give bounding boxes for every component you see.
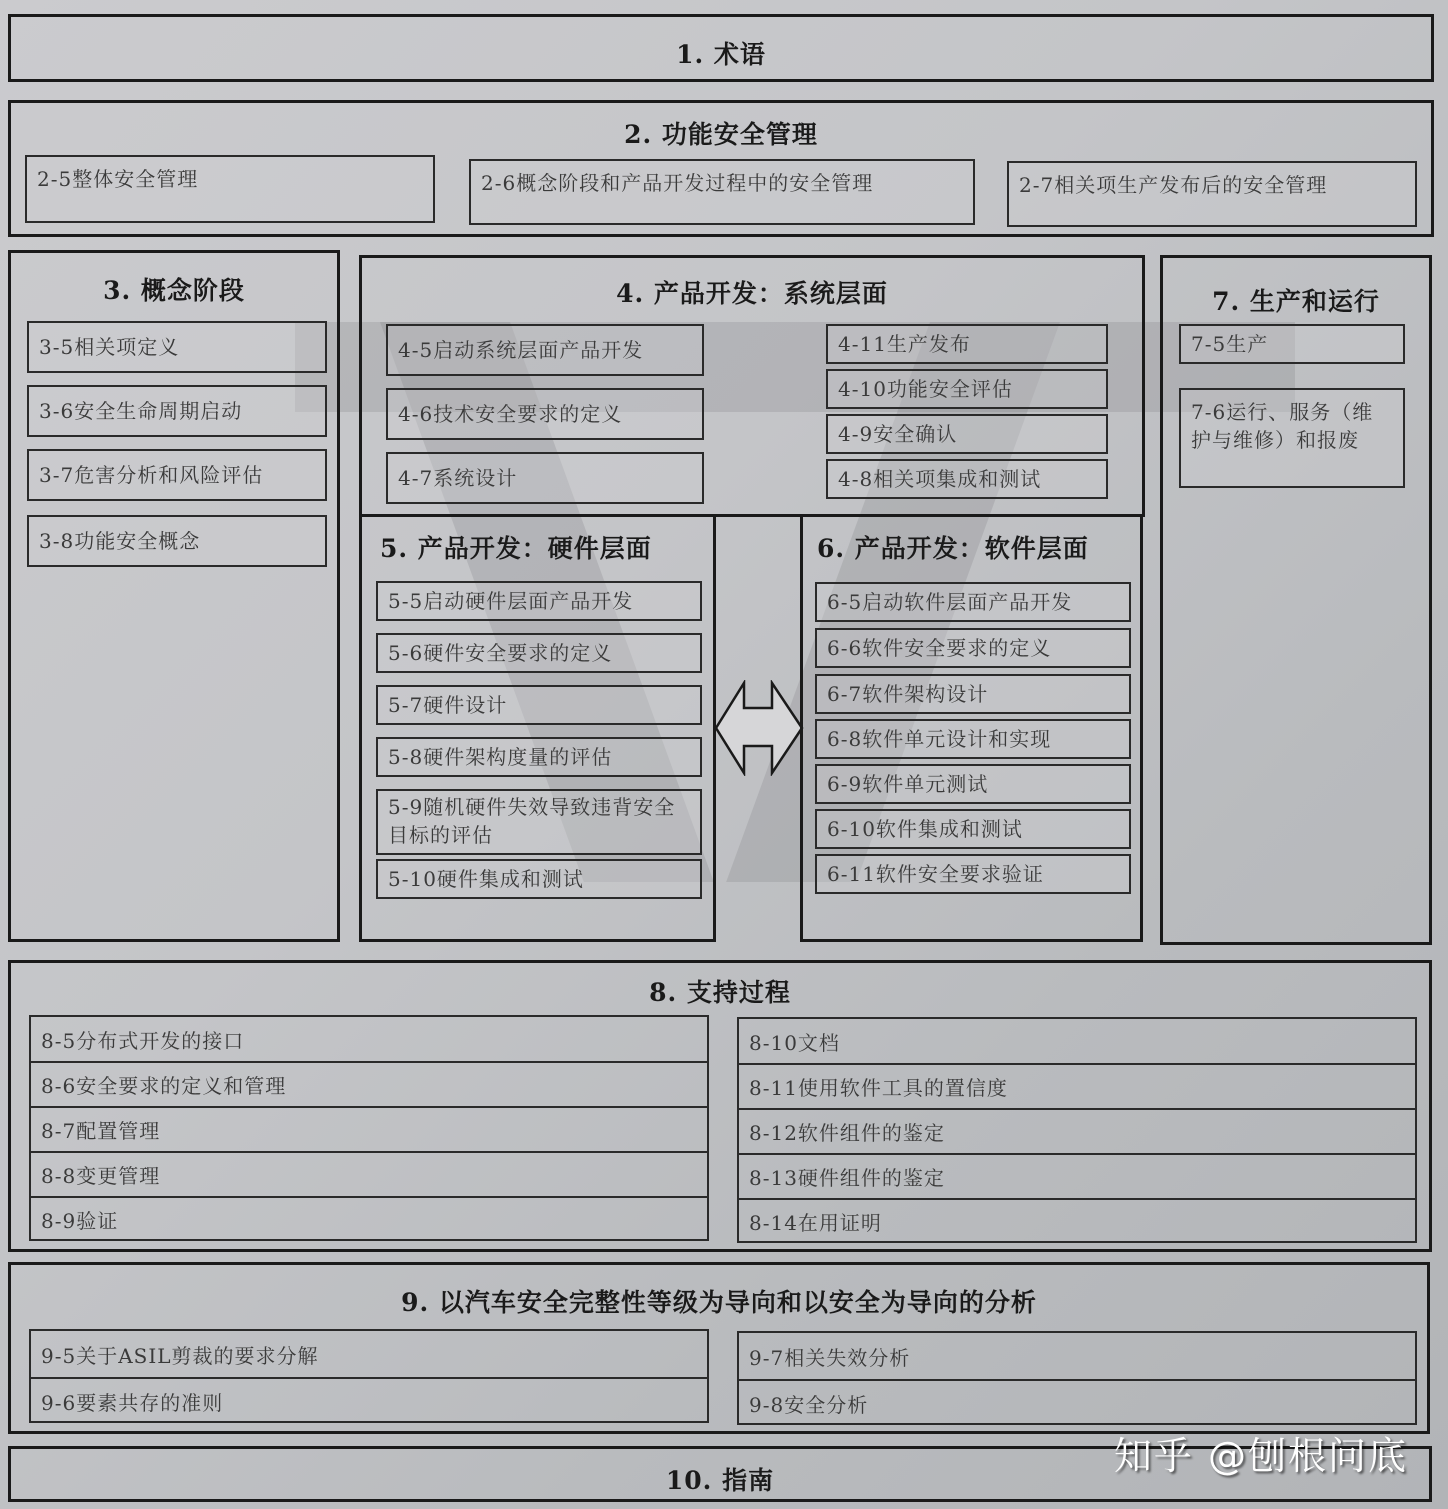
item-8-6[interactable]: 8-6安全要求的定义和管理 bbox=[31, 1061, 707, 1106]
item-2-7[interactable]: 2-7相关项生产发布后的安全管理 bbox=[1007, 161, 1417, 227]
item-8-7[interactable]: 8-7配置管理 bbox=[31, 1106, 707, 1151]
item-8-11[interactable]: 8-11使用软件工具的置信度 bbox=[739, 1063, 1415, 1108]
item-3-5[interactable]: 3-5相关项定义 bbox=[27, 321, 327, 373]
item-6-6[interactable]: 6-6软件安全要求的定义 bbox=[815, 628, 1131, 668]
item-6-7[interactable]: 6-7软件架构设计 bbox=[815, 674, 1131, 714]
section-9-right-list bbox=[737, 1331, 1417, 1425]
item-6-8[interactable]: 6-8软件单元设计和实现 bbox=[815, 719, 1131, 759]
section-4-title: 4. 产品开发：系统层面 bbox=[616, 279, 888, 308]
item-8-13[interactable]: 8-13硬件组件的鉴定 bbox=[739, 1153, 1415, 1198]
item-7-5[interactable]: 7-5生产 bbox=[1179, 324, 1405, 364]
item-9-8[interactable]: 9-8安全分析 bbox=[739, 1379, 1415, 1425]
section-2-title: 2. 功能安全管理 bbox=[624, 120, 818, 149]
item-8-8[interactable]: 8-8变更管理 bbox=[31, 1151, 707, 1196]
section-1-terms bbox=[8, 14, 1434, 82]
item-9-5[interactable]: 9-5关于ASIL剪裁的要求分解 bbox=[41, 1343, 319, 1368]
item-5-6[interactable]: 5-6硬件安全要求的定义 bbox=[376, 633, 702, 673]
item-7-6[interactable]: 7-6运行、服务（维护与维修）和报废 bbox=[1179, 388, 1405, 488]
section-10-title: 10. 指南 bbox=[665, 1466, 775, 1495]
section-9-title: 9. 以汽车安全完整性等级为导向和以安全为导向的分析 bbox=[401, 1288, 1037, 1317]
item-6-11[interactable]: 6-11软件安全要求验证 bbox=[815, 854, 1131, 894]
section-1-title: 1. 术语 bbox=[676, 40, 766, 69]
section-3-title: 3. 概念阶段 bbox=[103, 276, 245, 305]
item-2-6[interactable]: 2-6概念阶段和产品开发过程中的安全管理 bbox=[469, 159, 975, 225]
section-6-software-level bbox=[800, 514, 1143, 942]
section-9-left-list bbox=[29, 1329, 709, 1423]
section-6-title: 6. 产品开发：软件层面 bbox=[817, 534, 1089, 563]
item-4-8[interactable]: 4-8相关项集成和测试 bbox=[826, 459, 1108, 499]
item-8-10[interactable]: 8-10文档 bbox=[749, 1030, 840, 1055]
item-4-5[interactable]: 4-5启动系统层面产品开发 bbox=[386, 324, 704, 376]
section-2-safety-management bbox=[8, 100, 1434, 237]
section-8-right-list bbox=[737, 1017, 1417, 1243]
item-3-8[interactable]: 3-8功能安全概念 bbox=[27, 515, 327, 567]
section-8-title: 8. 支持过程 bbox=[649, 978, 791, 1007]
item-5-10[interactable]: 5-10硬件集成和测试 bbox=[376, 859, 702, 899]
item-8-12[interactable]: 8-12软件组件的鉴定 bbox=[739, 1108, 1415, 1153]
section-8-left-list bbox=[29, 1015, 709, 1241]
double-arrow-icon bbox=[714, 680, 804, 776]
item-8-5[interactable]: 8-5分布式开发的接口 bbox=[41, 1028, 245, 1053]
item-4-11[interactable]: 4-11生产发布 bbox=[826, 324, 1108, 364]
item-4-6[interactable]: 4-6技术安全要求的定义 bbox=[386, 388, 704, 440]
item-4-7[interactable]: 4-7系统设计 bbox=[386, 452, 704, 504]
item-8-9[interactable]: 8-9验证 bbox=[31, 1196, 707, 1241]
item-3-7[interactable]: 3-7危害分析和风险评估 bbox=[27, 449, 327, 501]
item-3-6[interactable]: 3-6安全生命周期启动 bbox=[27, 385, 327, 437]
item-6-5[interactable]: 6-5启动软件层面产品开发 bbox=[815, 582, 1131, 622]
section-7-title: 7. 生产和运行 bbox=[1212, 287, 1380, 316]
item-9-7[interactable]: 9-7相关失效分析 bbox=[749, 1345, 911, 1370]
item-6-10[interactable]: 6-10软件集成和测试 bbox=[815, 809, 1131, 849]
author-watermark: 知乎 @刨根问底 bbox=[1113, 1434, 1408, 1478]
item-5-9[interactable]: 5-9随机硬件失效导致违背安全目标的评估 bbox=[376, 789, 702, 855]
item-5-8[interactable]: 5-8硬件架构度量的评估 bbox=[376, 737, 702, 777]
section-9-asil-analyses bbox=[8, 1262, 1430, 1434]
section-8-supporting-processes bbox=[8, 960, 1432, 1252]
item-6-9[interactable]: 6-9软件单元测试 bbox=[815, 764, 1131, 804]
item-9-6[interactable]: 9-6要素共存的准则 bbox=[31, 1377, 707, 1423]
section-5-hardware-level bbox=[359, 514, 716, 942]
section-4-system-level bbox=[359, 255, 1145, 517]
item-4-10[interactable]: 4-10功能安全评估 bbox=[826, 369, 1108, 409]
section-5-title: 5. 产品开发：硬件层面 bbox=[380, 534, 652, 563]
item-5-7[interactable]: 5-7硬件设计 bbox=[376, 685, 702, 725]
item-5-5[interactable]: 5-5启动硬件层面产品开发 bbox=[376, 581, 702, 621]
item-4-9[interactable]: 4-9安全确认 bbox=[826, 414, 1108, 454]
item-8-14[interactable]: 8-14在用证明 bbox=[739, 1198, 1415, 1243]
item-2-5[interactable]: 2-5整体安全管理 bbox=[25, 155, 435, 223]
section-7-production-operation bbox=[1160, 255, 1432, 945]
section-3-concept-phase bbox=[8, 250, 340, 942]
